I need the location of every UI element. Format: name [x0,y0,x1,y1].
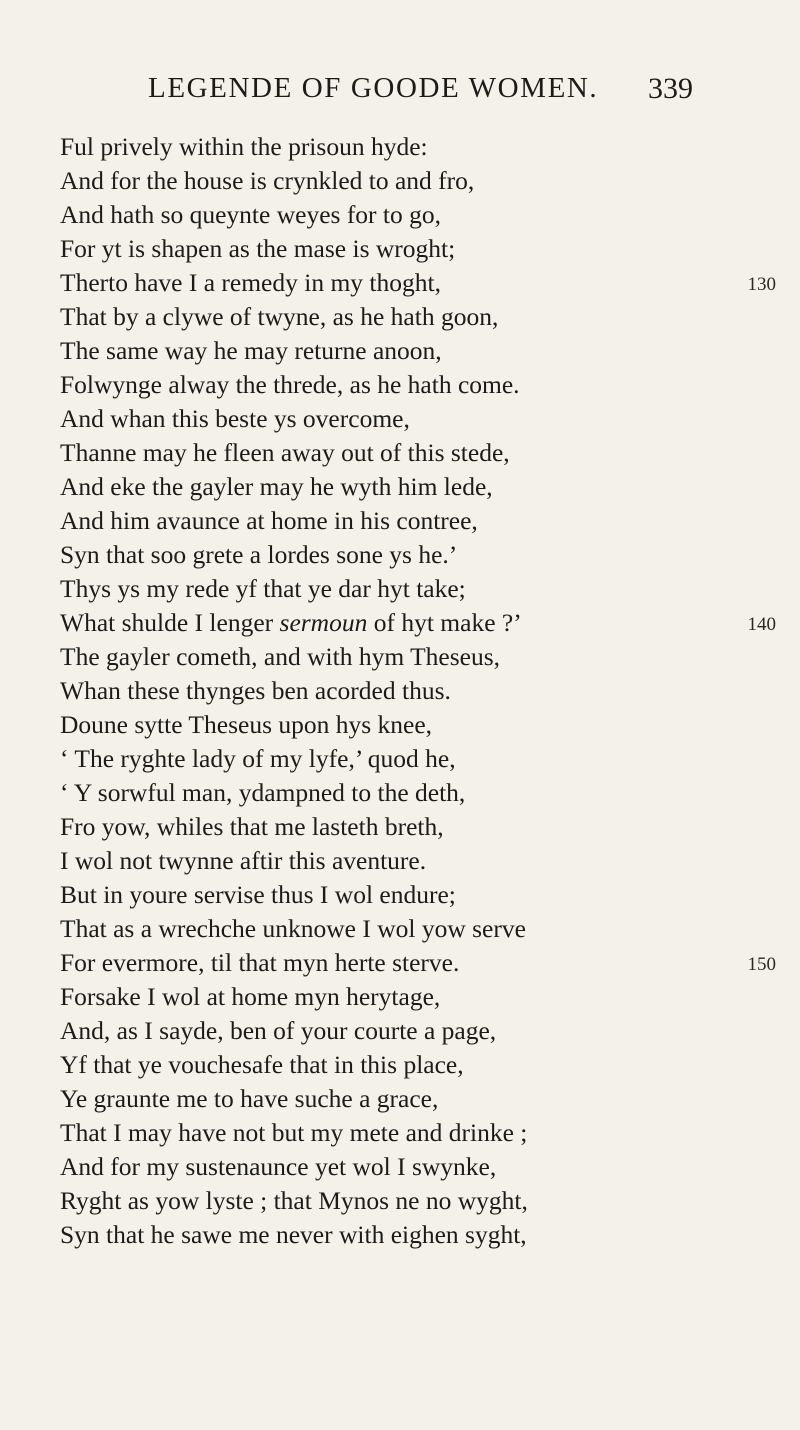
line-number: 150 [747,954,776,975]
poem-line [60,1116,760,1150]
poem-line-text: Folwynge alway the threde, as he hath come. [60,370,520,399]
poem-line-text: And whan this beste ys overcome, [60,404,410,433]
poem-line [60,810,760,844]
poem-line [60,742,760,776]
poem-line [60,1014,760,1048]
poem-line-text: But in youre servise thus I wol endure; [60,880,456,909]
poem-line-text: Fro yow, whiles that me lasteth breth, [60,812,444,841]
poem-line-segment: of hyt make ?’ [367,608,522,637]
poem-line-text: The gayler cometh, and with hym Theseus, [60,642,500,671]
poem-line-text: And for the house is crynkled to and fro, [60,166,475,195]
page-number: 339 [648,72,693,105]
poem-line [60,606,776,640]
poem-line [60,470,760,504]
poem-line [60,572,760,606]
poem-line [60,164,760,198]
poem-line [60,1082,760,1116]
poem-line-text: And hath so queynte weyes for to go, [60,200,442,229]
poem-line [60,640,760,674]
running-title: LEGENDE OF GOODE WOMEN. [148,72,599,104]
poem-line [60,232,760,266]
poem-line [60,504,760,538]
poem-line [60,878,760,912]
poem-line [60,844,760,878]
poem-line [60,266,776,300]
poem-line-text: And, as I sayde, ben of your courte a page, [60,1016,497,1045]
poem-line-text: And for my sustenaunce yet wol I swynke, [60,1152,497,1181]
poem-line [60,436,760,470]
poem-line-text: I wol not twynne aftir this aventure. [60,846,427,875]
poem-line-text: Syn that soo grete a lordes sone ys he.’ [60,540,458,569]
poem-line [60,776,760,810]
poem-line [60,912,760,946]
line-number: 140 [747,614,776,635]
poem-line [60,368,760,402]
line-number: 130 [747,274,776,295]
poem-line-text: Yf that ye vouchesafe that in this place, [60,1050,464,1079]
poem-line-text: That I may have not but my mete and drinke ; [60,1118,528,1147]
poem-text [60,130,776,1252]
poem-line-text: For yt is shapen as the mase is wroght; [60,234,456,263]
poem-line-text: Whan these thynges ben acorded thus. [60,676,451,705]
poem-line [60,708,760,742]
poem-line [60,1150,760,1184]
poem-line [60,334,760,368]
poem-line-text: That by a clywe of twyne, as he hath goon, [60,302,499,331]
poem-line-text: Therto have I a remedy in my thoght, [60,268,441,297]
poem-line-text: Ful prively within the prisoun hyde: [60,132,428,161]
poem-line-text: The same way he may returne anoon, [60,336,442,365]
poem-line-text: And eke the gayler may he wyth him lede, [60,472,493,501]
page-header [148,72,693,112]
poem-line-text: Thanne may he fleen away out of this stede, [60,438,510,467]
poem-line [60,1048,760,1082]
poem-line [60,674,760,708]
poem-line-text: Ye graunte me to have suche a grace, [60,1084,439,1113]
poem-line-text: And him avaunce at home in his contree, [60,506,478,535]
italic-word: sermoun [279,608,368,637]
poem-line-text: Syn that he sawe me never with eighen syght, [60,1220,527,1249]
poem-line-text: For evermore, til that myn herte sterve. [60,948,460,977]
poem-line [60,1218,760,1252]
poem-line [60,402,760,436]
poem-line-text [60,606,522,640]
poem-line-text: ‘ Y sorwful man, ydampned to the deth, [60,778,466,807]
poem-line [60,198,760,232]
poem-line-text: Doune sytte Theseus upon hys knee, [60,710,433,739]
poem-line-text: ‘ The ryghte lady of my lyfe,’ quod he, [60,744,456,773]
poem-line-text: Thys ys my rede yf that ye dar hyt take; [60,574,466,603]
poem-line [60,130,760,164]
poem-line-text: That as a wrechche unknowe I wol yow serve [60,914,526,943]
poem-line [60,538,760,572]
poem-line [60,946,776,980]
poem-line [60,980,760,1014]
poem-line-segment: What shulde I lenger [60,608,280,637]
poem-line [60,300,760,334]
poem-line-text: Ryght as yow lyste ; that Mynos ne no wyght, [60,1186,528,1215]
poem-line-text: Forsake I wol at home myn herytage, [60,982,441,1011]
poem-line [60,1184,760,1218]
